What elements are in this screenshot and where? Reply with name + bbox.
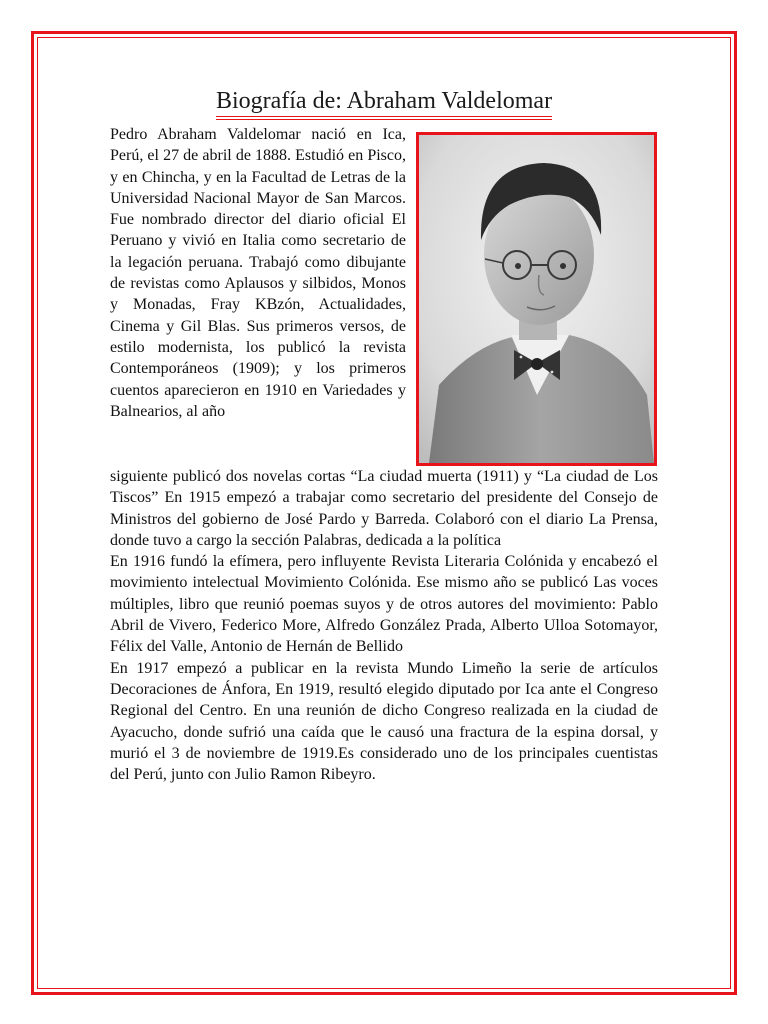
page-title <box>0 88 768 117</box>
bio-continuation <box>110 466 658 785</box>
bio-paragraph-4: En 1917 empezó a publicar en la revista Mundo Limeño la serie de artículos Decoraciones de Ánfora, En 1919, resultó elegido diputado por Ica ante el Congreso Regional del Centro. En una reunión de dicho Congreso realizada en la ciudad de Ayacucho, donde sufrió una caída que le causó una fractura de la espina dorsal, y murió el 3 de noviembre de 1919.Es considerado uno de los principales cuentistas del Perú, junto con Julio Ramon Ribeyro. <box>110 659 658 784</box>
bio-paragraph-2: siguiente publicó dos novelas cortas “La ciudad muerta (1911) y “La ciudad de Los Tiscos” En 1915 empezó a trabajar como secretario del presidente del Consejo de Ministros del gobierno de José Pardo y Barreda. Colaboró con el diario La Prensa, donde tuvo a cargo la sección Palabras, dedicada a la política <box>110 468 658 549</box>
bio-paragraph-1: Pedro Abraham Valdelomar nació en Ica, Perú, el 27 de abril de 1888. Estudió en Pisco, y en Chincha, y en la Facultad de Letras de la Universidad Nacional Mayor de San Marcos. Fue nombrado director del diario oficial El Peruano y vivió en Italia como secretario de la legación peruana. Trabajó como dibujante de revistas como Aplausos y silbidos, Monos y Monadas, Fray KBzón, Actualidades, Cinema y Gil Blas. Sus primeros versos, de estilo modernista, los publicó la revista Contemporáneos (1909); y los primeros cuentos aparecieron en 1910 en Variedades y Balnearios, al año <box>110 126 406 420</box>
page-title-text: Biografía de: Abraham Valdelomar <box>216 88 552 117</box>
bio-paragraph-3: En 1916 fundó la efímera, pero influyente Revista Literaria Colónida y encabezó el movimiento intelectual Movimiento Colónida. Ese mismo año se publicó Las voces múltiples, libro que reunió poemas suyos y de otros autores del movimiento: Pablo Abril de Vivero, Federico More, Alfredo González Prada, Alberto Ulloa Sotomayor, Félix del Valle, Antonio de Hernán de Bellido <box>110 553 658 656</box>
portrait-photo <box>416 132 657 466</box>
portrait-icon <box>419 135 654 463</box>
